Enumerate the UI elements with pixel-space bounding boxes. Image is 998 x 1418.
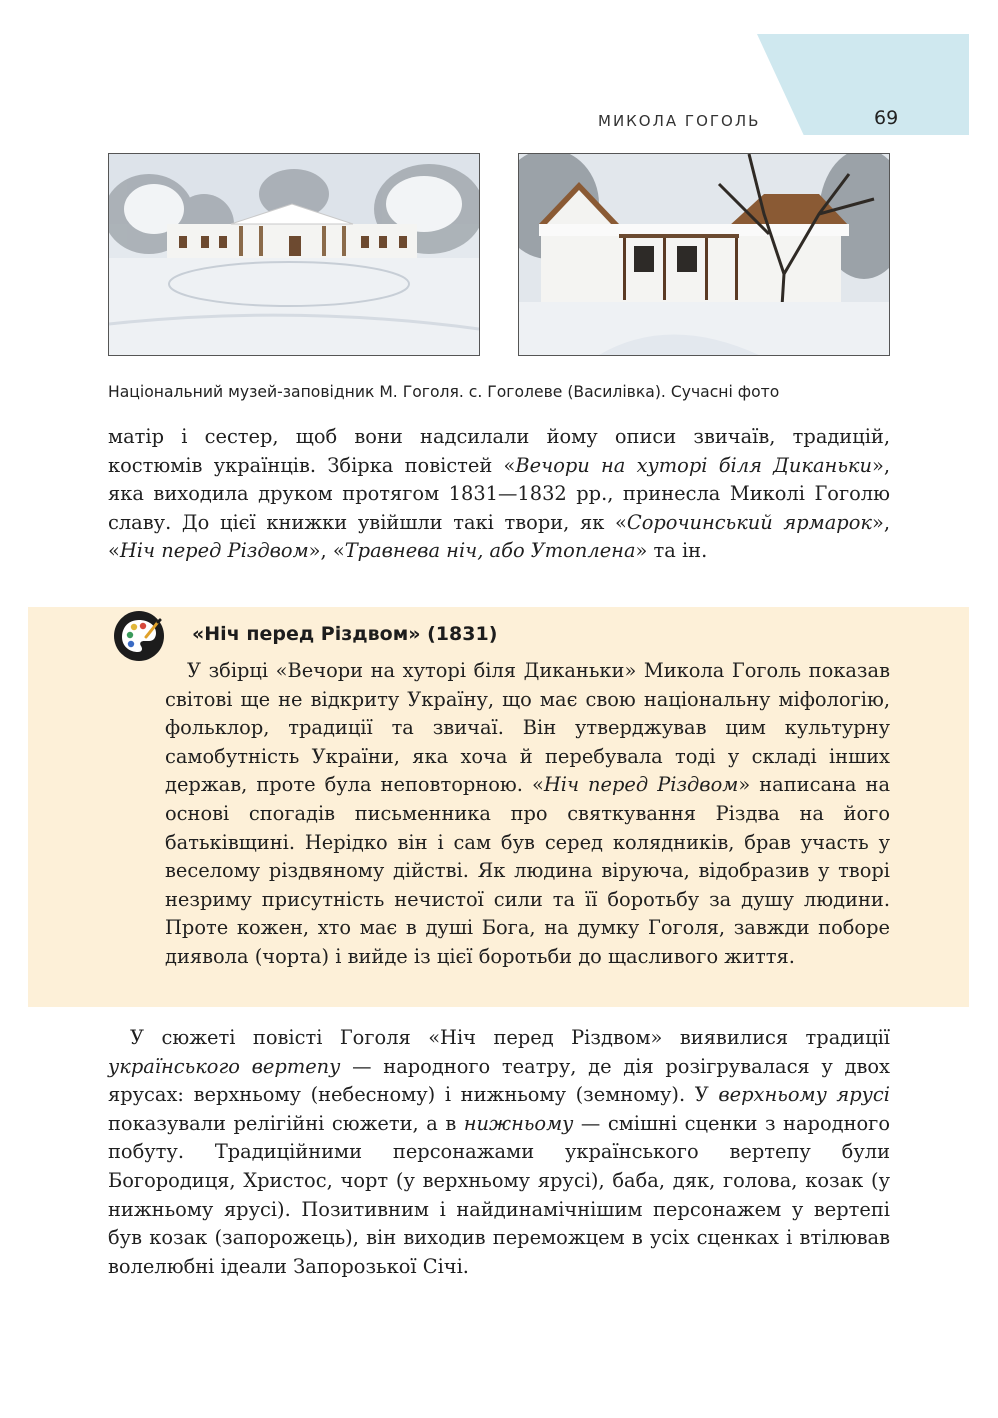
header-accent-tab [757, 34, 969, 135]
body-paragraph-1: матір і сестер, щоб вони надсилали йому описи звичаїв, традицій, костюмів українців. Збірка повістей «Вечори на хуторі біля Диканьки», яка виходила друком протягом 1831—1832 рр., принесла Миколі Гоголю славу. До цієї книжки увійшли такі твори, як «Сорочинський ярмарок», «Ніч перед Різдвом», «Травнева ніч, або Утоплена» та ін. [108, 425, 890, 563]
cottage-photo [518, 153, 890, 356]
figure-caption: Національний музей-заповідник М. Гоголя. с. Гоголеве (Василівка). Сучасні фото [108, 383, 780, 401]
body-paragraph-2: У сюжеті повісті Гоголя «Ніч перед Різдвом» виявилися традиції українського вертепу — народного театру, де дія розігрувалася у двох ярусах: верхньому (небесному) і нижньому (земному). У верхньому ярусі показували релігійні сюжети, а в нижньому — смішні сценки з народного побуту. Традиційними персонажами українського вертепу були Богородиця, Христос, чорт (у верхньому ярусі), баба, дяк, голова, козак (у нижньому ярусі). Позитивним і найдинамічнішим персонажем у вертепі був козак (запорожець), він виходив переможцем в усіх сценках і втілював волелюбні ідеали Запорозької Січі. [108, 1026, 890, 1278]
info-box-title: «Ніч перед Різдвом» (1831) [192, 623, 498, 645]
manor-house-photo [108, 153, 480, 356]
palette-icon [113, 610, 165, 662]
info-box-text: У збірці «Вечори на хуторі біля Диканьки» Микола Гоголь показав світові ще не відкриту Україну, що має свою національну міфологію, фольклор, традиції та звичаї. Він утверджував цим культурну самобутність України, яка хоча й перебувала тоді у складі інших держав, проте була неповторною. «Ніч перед Різдвом» написана на основі спогадів письменника про святкування Різдва на його батьківщині. Нерідко він і сам був серед колядників, брав участь у веселому різдвяному дійстві. Як людина віруюча, відобразив у творі незриму присутність нечистої сили та її боротьбу за душу людини. Проте кожен, хто має в душі Бога, на думку Гоголя, завжди поборе диявола (чорта) і вийде із цієї боротьби до щасливого життя. [165, 659, 890, 968]
running-head: МИКОЛА ГОГОЛЬ [598, 112, 761, 130]
page-number: 69 [874, 107, 899, 129]
